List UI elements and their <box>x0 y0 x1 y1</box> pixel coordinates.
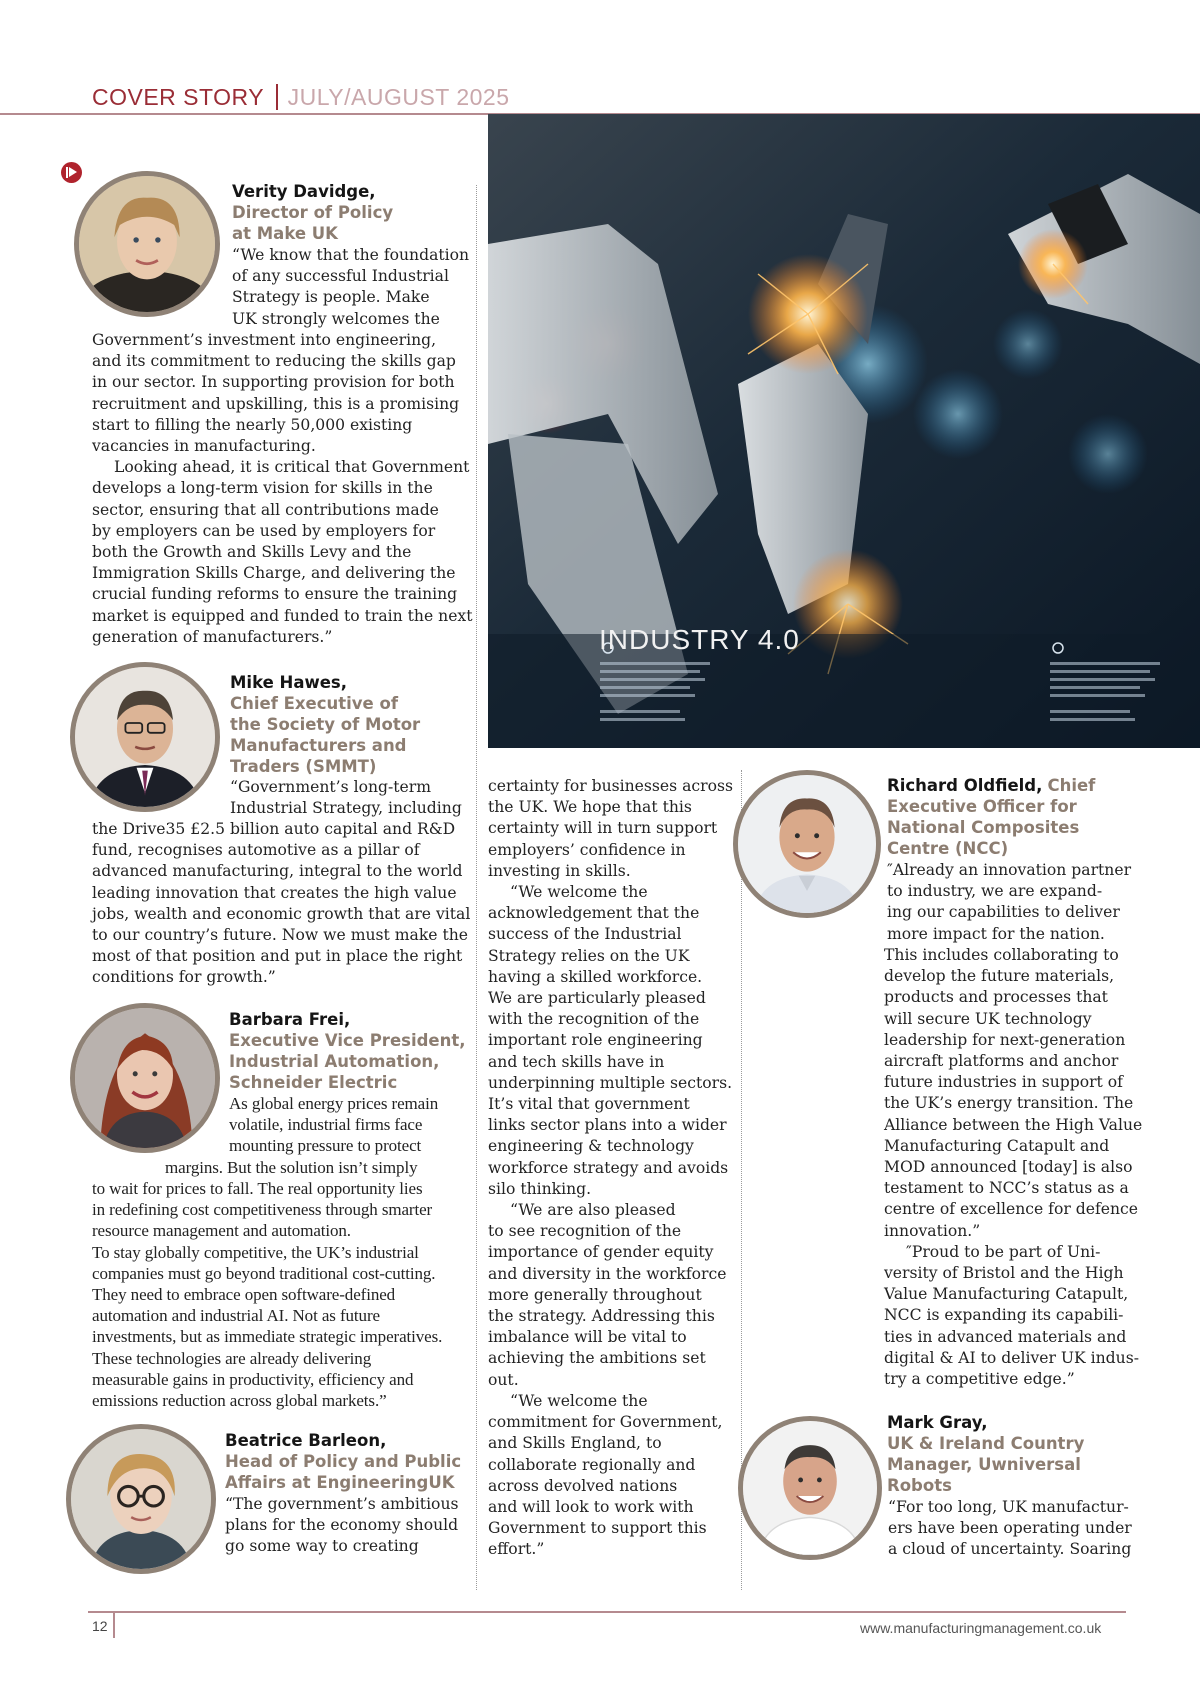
text-line: “We welcome the <box>510 1391 648 1410</box>
text-line: silo thinking. <box>488 1179 592 1198</box>
text-line: Government’s investment into engineering, <box>92 331 437 349</box>
text-line: measurable gains in productivity, efficiency and <box>92 1369 414 1389</box>
text-line: “We are also pleased <box>510 1201 676 1220</box>
profile-role-line: Director of Policy <box>232 203 394 222</box>
avatar-richard-oldfield <box>733 770 881 918</box>
text-line: digital & AI to deliver UK indus- <box>884 1348 1139 1367</box>
quote-mike-intro <box>230 777 462 819</box>
quote-verity-intro <box>232 245 469 330</box>
quote-verity-body <box>92 330 473 648</box>
text-line: crucial funding reforms to ensure the training <box>92 585 458 604</box>
avatar-beatrice-barleon <box>66 1424 216 1574</box>
text-line: Alliance between the High Value <box>884 1115 1143 1134</box>
text-line: by employers can be used by employers for <box>92 521 436 540</box>
text-line: Government to support this <box>488 1519 707 1538</box>
text-line: workforce strategy and avoids <box>488 1158 729 1177</box>
text-line: Strategy is people. Make <box>232 288 430 307</box>
text-line: investing in skills. <box>488 861 631 880</box>
text-line: develops a long-term vision for skills in the <box>92 479 433 498</box>
profile-name: Richard Oldfield, <box>887 776 1043 795</box>
text-line: “We welcome the <box>510 883 648 902</box>
text-line: Immigration Skills Charge, and delivering the <box>92 564 456 583</box>
text-line: vacancies in manufacturing. <box>92 437 316 456</box>
text-line: and Skills England, to <box>488 1434 662 1453</box>
text-line: employers’ confidence in <box>488 840 686 859</box>
text-line: emissions reduction across global markets.” <box>92 1391 387 1411</box>
text-line: links sector plans into a wider <box>488 1116 727 1135</box>
text-line: ing our capabilities to deliver <box>887 903 1120 922</box>
profile-role-line: Industrial Automation, <box>229 1052 440 1071</box>
profile-role-line: Manager, Uwniversal <box>887 1455 1081 1474</box>
page-number: 12 <box>92 1618 108 1634</box>
text-line: To stay globally competitive, the UK’s industrial <box>92 1242 419 1262</box>
text-line: volatile, industrial firms face <box>229 1115 423 1135</box>
profile-role-line: Chief Executive of <box>230 694 399 713</box>
text-line: “For too long, UK manufactur- <box>888 1498 1129 1516</box>
text-line: advanced manufacturing, integral to the world <box>92 862 463 881</box>
text-line: and tech skills have in <box>488 1052 665 1071</box>
text-line: more generally throughout <box>488 1285 702 1304</box>
text-line: resource management and automation. <box>92 1221 351 1241</box>
quote-barbara-line <box>165 1157 417 1178</box>
profile-richard-oldfield <box>887 775 1147 859</box>
industry-hero-image <box>488 114 1200 748</box>
profile-role-line: Executive Officer for <box>887 797 1077 816</box>
text-line: out. <box>488 1370 519 1389</box>
profile-mark-gray <box>887 1412 1147 1496</box>
text-line: commitment for Government, <box>488 1413 723 1432</box>
profile-role-line: Traders (SMMT) <box>230 757 377 776</box>
profile-mike-hawes <box>230 672 470 777</box>
text-line: success of the Industrial <box>488 925 682 944</box>
profile-role-line: Robots <box>887 1476 952 1495</box>
text-line: automation and industrial AI. Not as future <box>92 1306 380 1326</box>
text-line: will secure UK technology <box>884 1009 1092 1028</box>
text-line: margins. But the solution isn’t simply <box>165 1158 418 1177</box>
text-line: start to filling the nearly 50,000 existing <box>92 415 413 434</box>
text-line: versity of Bristol and the High <box>884 1264 1124 1283</box>
profile-beatrice-barleon <box>225 1430 475 1493</box>
quote-richard <box>887 860 1131 945</box>
play-arrow-icon <box>61 162 82 183</box>
footer-rule <box>88 1611 1126 1613</box>
text-line: leading innovation that creates the high value <box>92 883 457 902</box>
text-line: ″Already an innovation partner <box>887 861 1132 879</box>
quote-barbara-intro <box>229 1093 438 1157</box>
text-line: try a competitive edge.” <box>884 1370 1075 1389</box>
profile-name: Beatrice Barleon, <box>225 1431 387 1450</box>
text-line: Strategy relies on the UK <box>488 946 690 965</box>
avatar-barbara-frei <box>70 1003 220 1153</box>
text-line: UK strongly welcomes the <box>232 309 440 328</box>
profile-role-line: Executive Vice President, <box>229 1031 466 1050</box>
text-line: most of that position and put in place the right <box>92 947 463 966</box>
website-url: www.manufacturingmanagement.co.uk <box>860 1620 1102 1636</box>
text-line: It’s vital that government <box>488 1095 690 1114</box>
text-line: fund, recognises automotive as a pillar of <box>92 841 420 860</box>
text-line: mounting pressure to protect <box>229 1136 422 1156</box>
text-line: jobs, wealth and economic growth that are vital <box>92 904 471 923</box>
avatar-mark-gray <box>738 1416 882 1560</box>
text-line: the Drive35 £2.5 billion auto capital and R&D <box>92 820 456 838</box>
text-line: ″Proud to be part of Uni- <box>906 1242 1101 1261</box>
hero-caption: INDUSTRY 4.0 <box>599 624 800 655</box>
text-line: “The government’s ambitious <box>225 1495 459 1513</box>
text-line: conditions for growth.” <box>92 968 276 987</box>
profile-role-line: Chief <box>1047 776 1096 795</box>
text-line: both the Growth and Skills Levy and the <box>92 543 412 562</box>
column-divider <box>476 185 477 1590</box>
text-line: Looking ahead, it is critical that Government <box>114 458 470 477</box>
text-line: across devolved nations <box>488 1476 678 1495</box>
text-line: We are particularly pleased <box>488 989 706 1008</box>
text-line: important role engineering <box>488 1031 703 1050</box>
header-divider <box>276 84 278 110</box>
text-line: the UK. We hope that this <box>488 798 692 817</box>
text-line: develop the future materials, <box>884 967 1115 986</box>
text-line: NCC is expanding its capabili- <box>884 1306 1124 1325</box>
text-line: in our sector. In supporting provision for both <box>92 373 455 392</box>
text-line: engineering & technology <box>488 1137 694 1156</box>
text-line: companies must go beyond traditional cost-cutting. <box>92 1263 436 1283</box>
text-line: a cloud of uncertainty. Soaring <box>888 1540 1132 1559</box>
text-line: certainty will in turn support <box>488 819 718 838</box>
text-line: MOD announced [today] is also <box>884 1158 1133 1177</box>
text-line: effort.” <box>488 1540 545 1559</box>
text-line: innovation.” <box>884 1221 981 1240</box>
profile-role-line: UK & Ireland Country <box>887 1434 1085 1453</box>
text-line: certainty for businesses across <box>488 777 733 795</box>
text-line: to industry, we are expand- <box>887 882 1103 901</box>
text-line: with the recognition of the <box>488 1010 700 1029</box>
profile-role-line: Centre (NCC) <box>887 839 1009 858</box>
text-line: collaborate regionally and <box>488 1455 696 1474</box>
text-line: ers have been operating under <box>888 1519 1132 1538</box>
profile-name: Barbara Frei, <box>229 1010 351 1029</box>
text-line: underpinning multiple sectors. <box>488 1073 733 1092</box>
text-line: “We know that the foundation <box>232 246 470 264</box>
running-header <box>92 84 510 111</box>
text-line: recruitment and upskilling, this is a promising <box>92 394 460 413</box>
quote-barbara-body <box>92 1178 442 1411</box>
text-line: They need to embrace open software-defined <box>92 1285 396 1305</box>
issue-date: JULY/AUGUST 2025 <box>287 84 510 110</box>
text-line: Manufacturing Catapult and <box>884 1136 1110 1155</box>
text-line: testament to NCC’s status as a <box>884 1179 1129 1198</box>
text-line: and its commitment to reducing the skills gap <box>92 352 456 371</box>
text-line: leadership for next-generation <box>884 1030 1126 1049</box>
text-line: in redefining cost competitiveness through smarter <box>92 1200 433 1220</box>
section-label: COVER STORY <box>92 84 265 110</box>
text-line: to our country’s future. Now we must make the <box>92 926 469 945</box>
text-line: and will look to work with <box>488 1497 694 1516</box>
text-line: go some way to creating <box>225 1537 419 1556</box>
text-line: having a skilled workforce. <box>488 967 703 986</box>
quote-mark <box>888 1497 1132 1561</box>
text-line: As global energy prices remain <box>229 1094 439 1113</box>
text-line: acknowledgement that the <box>488 904 700 923</box>
avatar-mike-hawes <box>70 662 220 812</box>
text-line: of any successful Industrial <box>232 267 449 286</box>
text-line: the UK’s energy transition. The <box>884 1094 1134 1113</box>
quote-mike-body <box>92 819 470 989</box>
text-line: sector, ensuring that all contributions made <box>92 500 439 519</box>
profile-name: Mark Gray, <box>887 1413 988 1432</box>
profile-role-line: at Make UK <box>232 224 338 243</box>
text-line: Industrial Strategy, including <box>230 799 462 818</box>
text-line: market is equipped and funded to train the next <box>92 606 473 625</box>
quote-richard-body <box>884 945 1142 1390</box>
text-line: centre of excellence for defence <box>884 1200 1138 1219</box>
profile-barbara-frei <box>229 1009 479 1093</box>
profile-verity-davidge <box>232 181 472 244</box>
profile-role-line: Affairs at EngineeringUK <box>225 1473 455 1492</box>
footer-divider <box>113 1612 115 1638</box>
text-line: importance of gender equity <box>488 1243 714 1262</box>
profile-role-line: Head of Policy and Public <box>225 1452 462 1471</box>
text-line: aircraft platforms and anchor <box>884 1052 1119 1071</box>
text-line: “Government’s long-term <box>230 778 431 796</box>
profile-name: Mike Hawes, <box>230 673 348 692</box>
text-line: to wait for prices to fall. The real opportunity lies <box>92 1179 423 1198</box>
profile-role-line: the Society of Motor <box>230 715 421 734</box>
quote-beatrice-intro <box>225 1494 459 1558</box>
profile-role-line: Schneider Electric <box>229 1073 398 1092</box>
text-line: This includes collaborating to <box>884 946 1119 964</box>
quote-beatrice-continued <box>488 776 733 1561</box>
profile-name: Verity Davidge, <box>232 182 376 201</box>
text-line: and diversity in the workforce <box>488 1264 727 1283</box>
text-line: the strategy. Addressing this <box>488 1307 715 1326</box>
text-line: ties in advanced materials and <box>884 1327 1127 1346</box>
text-line: investments, but as immediate strategic imperatives. <box>92 1327 443 1347</box>
text-line: products and processes that <box>884 988 1108 1007</box>
text-line: more impact for the nation. <box>887 924 1105 943</box>
profile-role-line: Manufacturers and <box>230 736 407 755</box>
text-line: achieving the ambitions set <box>488 1349 706 1368</box>
text-line: future industries in support of <box>884 1073 1123 1092</box>
avatar-verity-davidge <box>74 171 220 317</box>
text-line: plans for the economy should <box>225 1516 459 1535</box>
text-line: These technologies are already delivering <box>92 1348 372 1368</box>
text-line: Value Manufacturing Catapult, <box>884 1285 1129 1304</box>
text-line: to see recognition of the <box>488 1222 682 1241</box>
text-line: imbalance will be vital to <box>488 1328 687 1347</box>
text-line: generation of manufacturers.” <box>92 627 333 646</box>
profile-role-line: National Composites <box>887 818 1080 837</box>
